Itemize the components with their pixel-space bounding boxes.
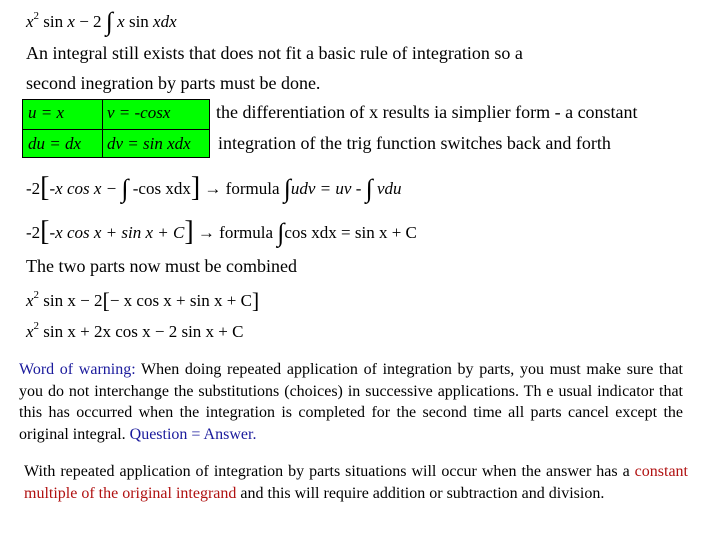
xdx: xdx — [153, 12, 177, 31]
formula-label: formula — [219, 223, 273, 242]
exponent: 2 — [33, 289, 40, 301]
integral-symbol: ∫ — [277, 218, 285, 247]
warning-paragraph — [19, 359, 683, 445]
vdu: vdu — [376, 179, 402, 198]
expression-original — [26, 6, 177, 36]
warning-body: When doing repeated application of integration by parts, you must make sure that you do not interchange the substitutions (choices) in successive applications. Th e usual indicator that this has occurred when the integration is completed for the second time all parts cancel except the original integral. — [19, 361, 683, 443]
integral-symbol-3: ∫ — [365, 174, 373, 203]
rest: sin x − 2 — [43, 291, 103, 310]
formula-label: formula — [225, 179, 280, 198]
warning-label: Word of warning: — [19, 361, 136, 378]
warning-end: Question = Answer. — [129, 425, 257, 443]
cos-formula: cos xdx = sin x + C — [284, 223, 417, 242]
step-1 — [26, 172, 402, 203]
integral-symbol-2: ∫ — [283, 174, 291, 203]
arrow: → — [204, 179, 222, 198]
term-2: -cos xdx — [132, 179, 191, 198]
step-2 — [26, 216, 417, 247]
dv-choice: dv = sin xdx — [107, 134, 191, 153]
combined-expression-2 — [26, 322, 244, 342]
close-bracket: ] — [190, 172, 201, 203]
minus-two: − 2 — [79, 12, 102, 31]
final-highlight: constant multiple of the original integrand — [24, 463, 688, 502]
final-paragraph — [24, 461, 688, 504]
exponent: 2 — [33, 10, 40, 22]
sin-text-2: sin — [128, 12, 149, 31]
final-b: and this will require addition or subtraction and division. — [236, 484, 605, 502]
u-choice: u = x — [28, 103, 65, 122]
open-bracket: [ — [40, 216, 50, 247]
combined-expression-1 — [26, 288, 259, 311]
open-bracket: [ — [102, 288, 110, 313]
exponent: 2 — [33, 320, 40, 332]
open-bracket: [ — [40, 172, 50, 203]
note-integration: integration of the trig function switches back and forth — [218, 133, 611, 153]
integral-symbol: ∫ — [105, 7, 113, 36]
v-choice: v = -cosx — [107, 103, 171, 122]
arrow: → — [197, 223, 215, 242]
var-x: x — [26, 322, 34, 341]
var-x: x — [26, 291, 34, 310]
final-a: With repeated application of integration by parts situations will occur when the answer has a — [24, 463, 635, 480]
integral-symbol: ∫ — [121, 174, 129, 203]
var-x-2: x — [67, 12, 75, 31]
intro-line-1: An integral still exists that does not fit a basic rule of integration so a — [26, 43, 523, 63]
coef: -2 — [26, 179, 41, 198]
coef: -2 — [26, 223, 41, 242]
var-x: x — [26, 12, 34, 31]
var-x-3: x — [117, 12, 125, 31]
intro-line-2: second inegration by parts must be done. — [26, 73, 321, 93]
close-bracket: ] — [184, 216, 194, 247]
du-choice: du = dx — [28, 134, 82, 153]
term: -x cos x + sin x + C — [49, 223, 185, 242]
rest: sin x + 2x cos x − 2 sin x + C — [43, 322, 244, 341]
term: -x cos x − — [49, 179, 118, 198]
sin-text: sin — [43, 12, 64, 31]
close-bracket: ] — [251, 288, 260, 313]
inner: − x cos x + sin x + C — [109, 291, 252, 310]
note-differentiation: the differentiation of x results ia simplier form - a constant — [216, 102, 638, 122]
parts-formula: udv = uv - — [290, 179, 362, 198]
combine-heading: The two parts now must be combined — [26, 256, 297, 276]
